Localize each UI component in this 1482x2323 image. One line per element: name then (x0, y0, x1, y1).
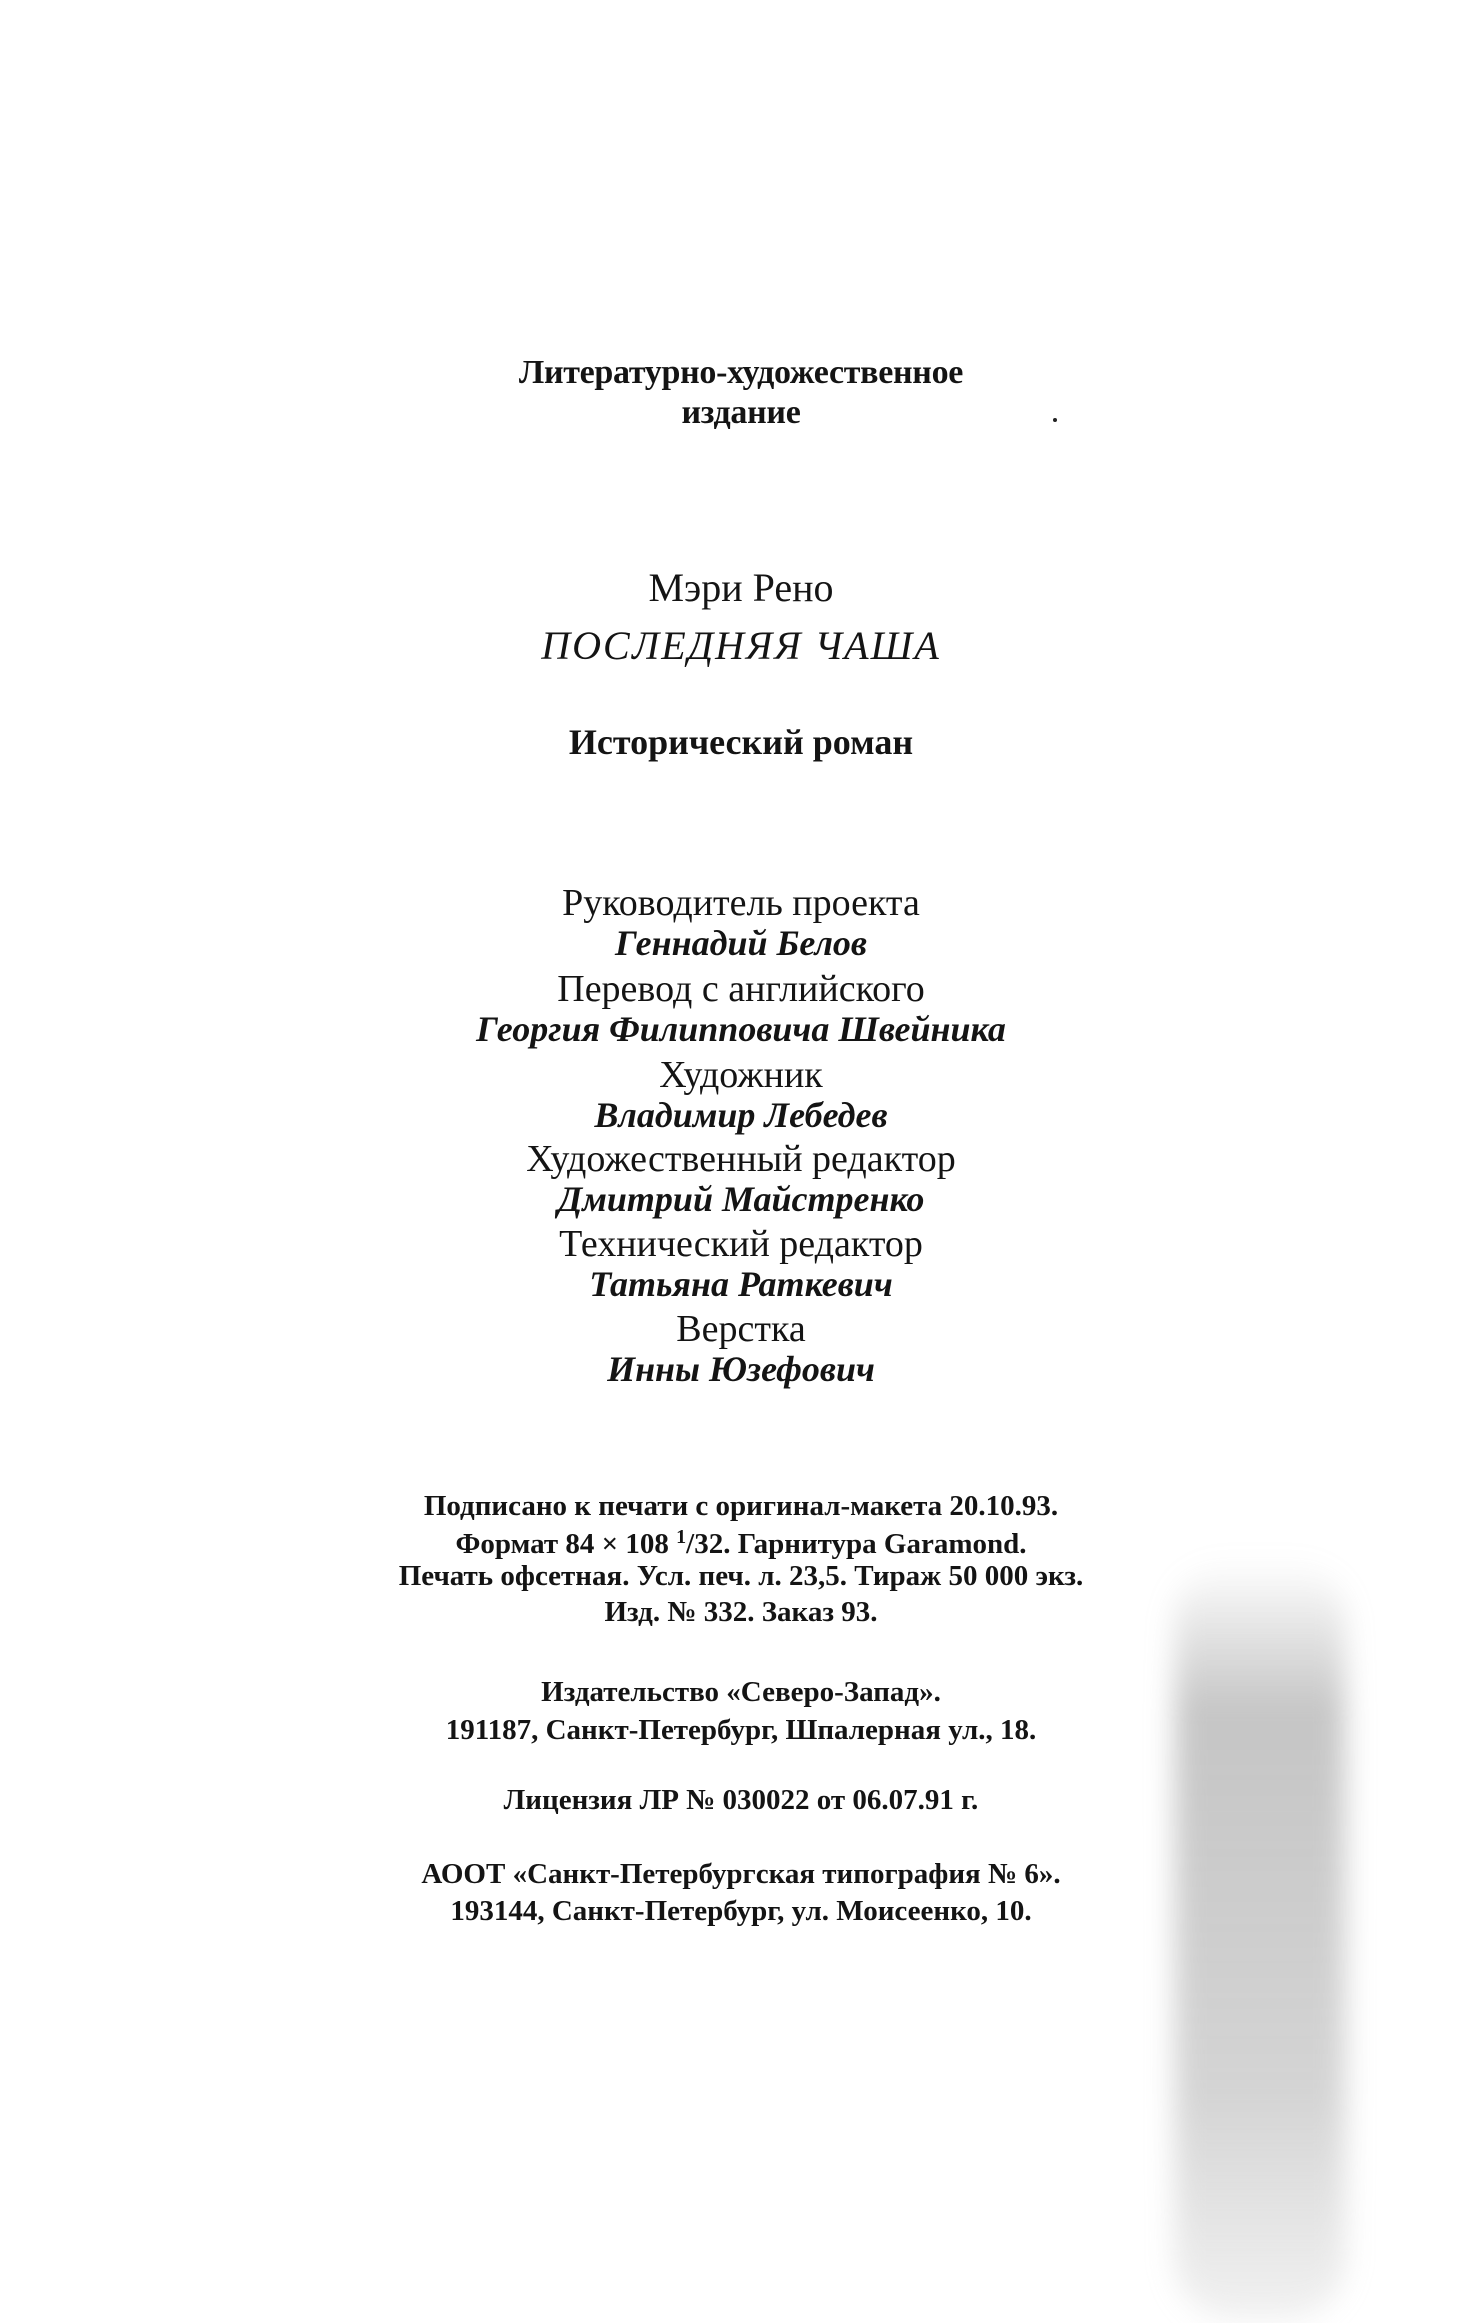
book-title: ПОСЛЕДНЯЯ ЧАША (541, 623, 941, 668)
printer-name: АООТ «Санкт-Петербургская типография № 6». (421, 1858, 1061, 1890)
credit-person-layout: Инны Юзефович (607, 1349, 875, 1389)
credit-role-project-lead: Руководитель проекта (562, 882, 920, 924)
imprint-order: Изд. № 332. Заказ 93. (604, 1596, 878, 1628)
credit-role-translation: Перевод с английского (557, 968, 925, 1010)
edition-type-line1: Литературно-художественное (518, 354, 964, 391)
credit-role-tech-editor: Технический редактор (559, 1223, 923, 1265)
imprint-format-fraction: 1 (676, 1526, 687, 1548)
print-speck (1053, 418, 1057, 422)
book-genre: Исторический роман (568, 722, 914, 762)
imprint-print: Печать офсетная. Усл. печ. л. 23,5. Тираж 50 000 экз. (398, 1560, 1084, 1592)
imprint-signed: Подписано к печати с оригинал-макета 20.10.93. (423, 1490, 1059, 1522)
license-line: Лицензия ЛР № 030022 от 06.07.91 г. (503, 1784, 979, 1816)
credit-person-tech-editor: Татьяна Раткевич (589, 1264, 893, 1304)
publisher-name: Издательство «Северо-Запад». (541, 1676, 941, 1708)
credit-person-artist: Владимир Лебедев (594, 1095, 888, 1135)
book-author: Мэри Рено (648, 565, 834, 610)
scan-shadow (1175, 1560, 1345, 2320)
credit-role-art-editor: Художественный редактор (526, 1138, 956, 1180)
imprint-format (0, 1527, 1482, 1559)
credit-role-layout: Верстка (676, 1308, 806, 1350)
imprint-format-prefix: Формат 84 × 108 (455, 1528, 677, 1560)
credit-person-translation: Георгия Филипповича Швейника (476, 1009, 1006, 1049)
edition-type-line2: издание (681, 394, 801, 431)
printer-address: 193144, Санкт-Петербург, ул. Моисеенко, 10. (450, 1895, 1032, 1927)
publisher-address: 191187, Санкт-Петербург, Шпалерная ул., 18. (445, 1714, 1037, 1746)
credit-role-artist: Художник (659, 1054, 823, 1096)
credit-person-art-editor: Дмитрий Майстренко (557, 1179, 925, 1219)
imprint-format-suffix: /32. Гарнитура Garamond. (686, 1528, 1027, 1560)
credit-person-project-lead: Геннадий Белов (614, 923, 868, 963)
